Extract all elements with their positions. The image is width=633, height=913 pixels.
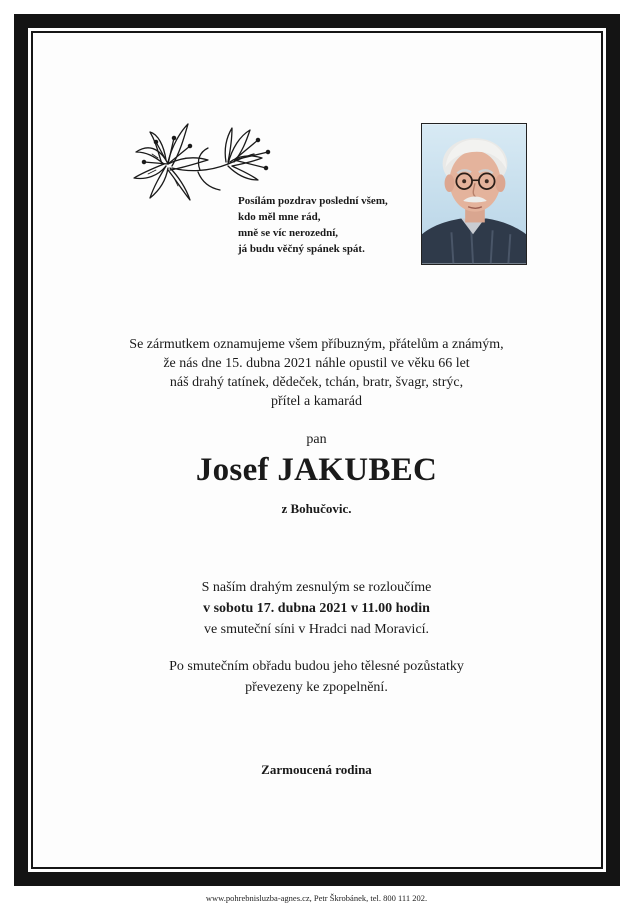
farewell-line: S naším drahým zesnulým se rozloučíme bbox=[201, 580, 432, 595]
poem-line: mně se víc nerozední, bbox=[238, 227, 339, 239]
announcement-line: přítel a kamarád bbox=[271, 394, 362, 409]
cremation-line: Po smutečním obřadu budou jeho tělesné pozůstatky bbox=[169, 659, 464, 674]
announcement-line: že nás dne 15. dubna 2021 náhle opustil ve věku 66 let bbox=[163, 356, 470, 371]
portrait-photo bbox=[421, 123, 527, 265]
announcement-line: náš drahý tatínek, dědeček, tchán, bratr, švagr, strýc, bbox=[169, 375, 464, 390]
farewell-info bbox=[40, 577, 593, 640]
signature: Zarmoucená rodina bbox=[261, 762, 372, 777]
deceased-name: Josef JAKUBEC bbox=[195, 452, 438, 488]
cremation-line: převezeny ke zpopelnění. bbox=[245, 680, 388, 695]
announcement-line: Se zármutkem oznamujeme všem příbuzným, přátelům a známým, bbox=[129, 337, 504, 352]
poem-line: já budu věčný spánek spát. bbox=[238, 243, 365, 255]
deceased-prefix: pan bbox=[306, 432, 327, 447]
poem bbox=[238, 193, 418, 257]
deceased-origin: z Bohučovic. bbox=[281, 501, 352, 516]
cremation-info bbox=[40, 656, 593, 698]
footer-contact: www.pohrebnisluzba-agnes.cz, Petr Škrobánek, tel. 800 111 202. bbox=[205, 893, 428, 903]
mourning-border-outer bbox=[14, 14, 620, 886]
farewell-date: v sobotu 17. dubna 2021 v 11.00 hodin bbox=[203, 601, 430, 616]
announcement bbox=[40, 335, 593, 411]
poem-line: Posílám pozdrav poslední všem, bbox=[238, 195, 388, 207]
farewell-place: ve smuteční síni v Hradci nad Moravicí. bbox=[203, 622, 430, 637]
poem-line: kdo měl mne rád, bbox=[238, 211, 321, 223]
